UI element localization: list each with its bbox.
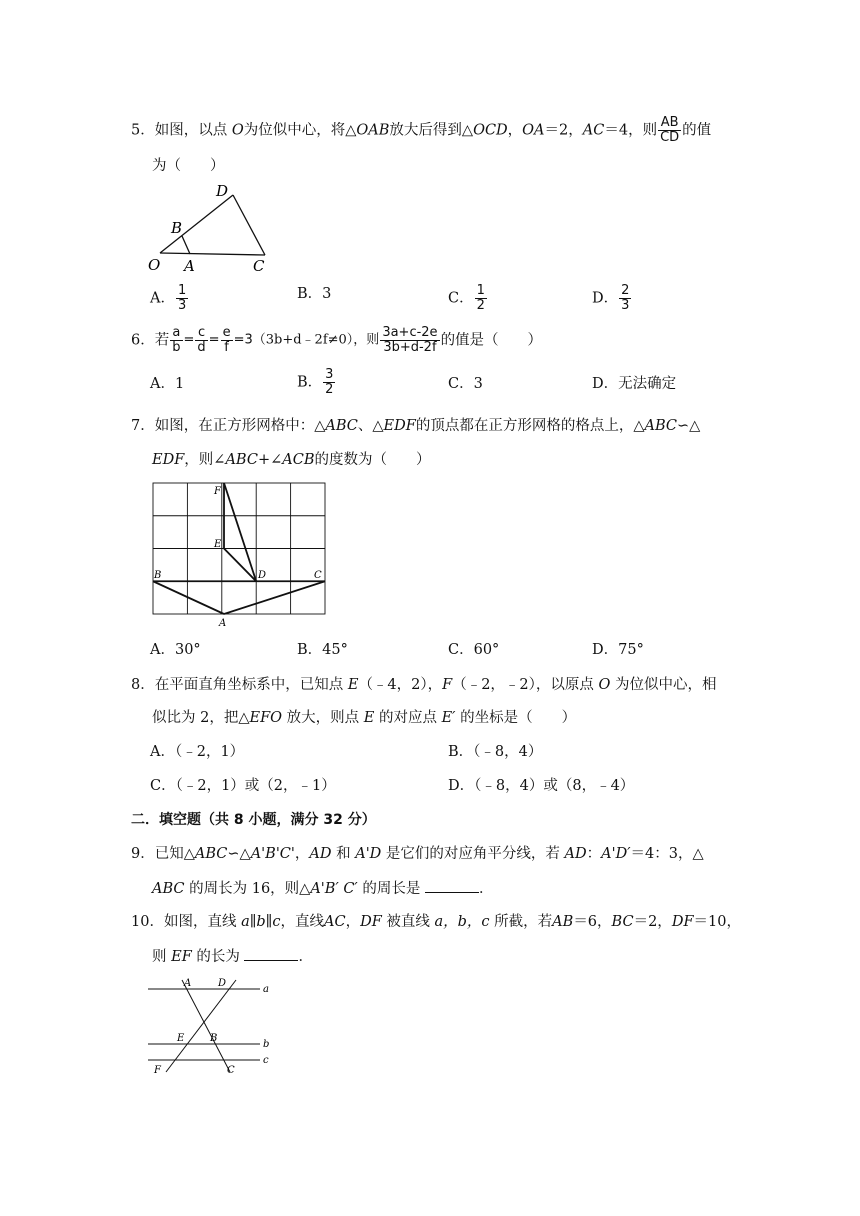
q9-line2: ABC 的周长为 16，则△A'B′ C′ 的周长是 ．: [152, 878, 493, 899]
q8-option-c: C．（﹣2，1）或（2，﹣1）: [150, 778, 336, 794]
q7-option-b: B．45°: [297, 642, 348, 658]
q7-label-a: A: [219, 618, 227, 629]
q8-line1: 8．在平面直角坐标系中，已知点 E（﹣4，2），F（﹣2，﹣2），以原点 O 为位似中心，相: [131, 677, 717, 693]
q8-option-b: B．（﹣8，4）: [448, 744, 543, 760]
q7-label-e: E: [214, 539, 222, 550]
q5-line2: 为（ ）: [152, 158, 225, 174]
section-fill-in-heading: 二．填空题（共 8 小题，满分 32 分）: [131, 812, 376, 828]
q10-label-line-a: a: [263, 984, 269, 995]
q5-label-o: O: [148, 256, 161, 274]
q7-option-a: A．30°: [150, 642, 201, 658]
q7-line1: 7．如图，在正方形网格中：△ABC、△EDF的顶点都在正方形网格的格点上，△ABC∽△: [131, 418, 701, 434]
q6-big-fraction: $\frac{3a+c-2e}{3b+d-2f}$: [382, 325, 438, 355]
q7-label-b: B: [154, 570, 162, 581]
q8-line2: 似比为 2，把△EFO 放大，则点 E 的对应点 E′ 的坐标是（ ）: [152, 710, 577, 726]
q10-label-c: C: [227, 1065, 235, 1076]
q7-label-d: D: [258, 570, 267, 581]
q6-option-a: A．1: [150, 376, 185, 392]
q9-line1: 9．已知△ABC∽△A'B'C'，AD 和 A'D 是它们的对应角平分线，若 AD：A'D′＝4：3，△: [131, 846, 704, 862]
q5-label-c: C: [253, 257, 265, 275]
q5-line1: 5．如图，以点 O为位似中心，将△OAB放大后得到△OCD，OA＝2，AC＝4，则 $\frac{AB}{CD}$ 的值: [131, 115, 712, 145]
q7-option-c: C．60°: [448, 642, 500, 658]
q7-grid-figure: [140, 476, 340, 631]
q7-label-f: F: [214, 486, 221, 497]
q5-option-b: B．3: [297, 286, 332, 302]
q10-label-a: A: [184, 978, 192, 989]
q10-line2: 则 EF 的长为 ．: [152, 946, 313, 967]
q8-option-a: A．（﹣2，1）: [150, 744, 245, 760]
q10-line1: 10．如图，直线 a∥b∥c，直线AC，DF 被直线 a，b，c 所截，若AB＝6，BC＝2，DF＝10，: [131, 914, 741, 930]
q7-label-c: C: [314, 570, 322, 581]
q10-answer-blank[interactable]: [244, 946, 298, 961]
q9-answer-blank[interactable]: [425, 878, 479, 893]
q6-line1: 6．若 $\frac{a}{b}$ = $\frac{c}{d}$ = $\frac{e}{f}$ =3（3b+d﹣2f≠0），则 $\frac{3a+c-2e}{3b+d-2f}$ 的值是（ ）: [131, 325, 543, 355]
q6-option-d: D．无法确定: [592, 376, 677, 392]
q10-label-line-b: b: [263, 1039, 270, 1050]
q10-label-line-c: c: [263, 1055, 269, 1066]
q5-option-d: D． $\frac{2}{3}$: [592, 283, 630, 313]
q6-option-c: C．3: [448, 376, 483, 392]
q5-label-b: B: [171, 219, 183, 237]
q10-label-f: F: [154, 1065, 161, 1076]
q5-label-a: A: [184, 257, 195, 275]
q6-option-b: B． $\frac{3}{2}$: [297, 367, 334, 397]
q5-label-d: D: [216, 182, 229, 200]
q7-line2: EDF，则∠ABC+∠ACB的度数为（ ）: [152, 452, 431, 468]
q10-figure: [140, 972, 290, 1082]
q10-label-e: E: [177, 1033, 185, 1044]
q8-option-d: D．（﹣8，4）或（8，﹣4）: [448, 778, 635, 794]
q5-option-c: C． $\frac{1}{2}$: [448, 283, 485, 313]
q7-option-d: D．75°: [592, 642, 644, 658]
q5-figure: [140, 180, 300, 275]
q10-label-d: D: [218, 978, 227, 989]
q5-option-a: A． $\frac{1}{3}$: [150, 283, 187, 313]
q10-label-b: B: [210, 1033, 218, 1044]
ab-over-cd-fraction: $\frac{AB}{CD}$: [660, 115, 680, 145]
